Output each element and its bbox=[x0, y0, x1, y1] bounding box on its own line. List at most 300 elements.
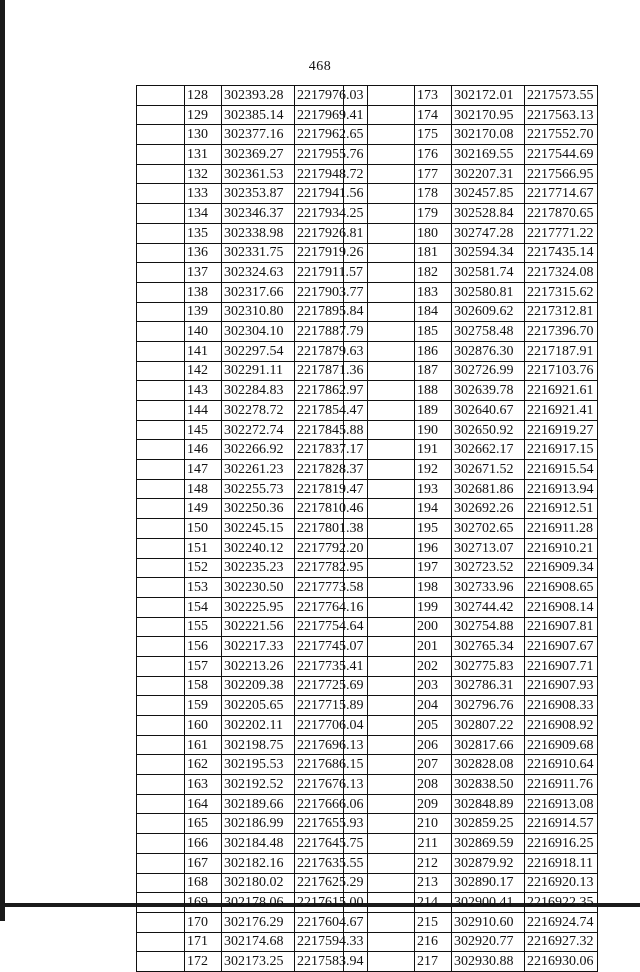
y-coordinate-cell: 2217976.03 bbox=[295, 86, 368, 106]
page-number: 468 bbox=[308, 59, 332, 74]
blank-cell bbox=[344, 775, 415, 795]
y-coordinate-cell: 2216910.21 bbox=[525, 538, 598, 558]
blank-cell bbox=[137, 952, 185, 972]
blank-cell bbox=[137, 125, 185, 145]
blank-cell bbox=[137, 341, 185, 361]
table-row bbox=[137, 164, 368, 184]
table-row bbox=[344, 479, 598, 499]
point-number-cell: 197 bbox=[415, 558, 452, 578]
y-coordinate-cell: 2217315.62 bbox=[525, 282, 598, 302]
x-coordinate-cell: 302594.34 bbox=[452, 243, 525, 263]
x-coordinate-cell: 302186.99 bbox=[222, 814, 295, 834]
point-number-cell: 189 bbox=[415, 401, 452, 421]
point-number-cell: 147 bbox=[185, 460, 222, 480]
table-row bbox=[344, 775, 598, 795]
table-row bbox=[344, 696, 598, 716]
point-number-cell: 128 bbox=[185, 86, 222, 106]
x-coordinate-cell: 302317.66 bbox=[222, 282, 295, 302]
point-number-cell: 134 bbox=[185, 204, 222, 224]
table-row bbox=[137, 538, 368, 558]
blank-cell bbox=[137, 538, 185, 558]
y-coordinate-cell: 2217895.84 bbox=[295, 302, 368, 322]
x-coordinate-cell: 302581.74 bbox=[452, 263, 525, 283]
y-coordinate-cell: 2217810.46 bbox=[295, 499, 368, 519]
table-row bbox=[344, 814, 598, 834]
table-row bbox=[344, 440, 598, 460]
x-coordinate-cell: 302920.77 bbox=[452, 932, 525, 952]
point-number-cell: 193 bbox=[415, 479, 452, 499]
y-coordinate-cell: 2217604.67 bbox=[295, 912, 368, 932]
table-row bbox=[344, 676, 598, 696]
x-coordinate-cell: 302747.28 bbox=[452, 223, 525, 243]
table-row bbox=[344, 361, 598, 381]
table-row bbox=[344, 755, 598, 775]
x-coordinate-cell: 302346.37 bbox=[222, 204, 295, 224]
point-number-cell: 158 bbox=[185, 676, 222, 696]
table-row bbox=[344, 912, 598, 932]
y-coordinate-cell: 2217854.47 bbox=[295, 401, 368, 421]
x-coordinate-cell: 302169.55 bbox=[452, 145, 525, 165]
blank-cell bbox=[344, 401, 415, 421]
table-row bbox=[137, 145, 368, 165]
y-coordinate-cell: 2217435.14 bbox=[525, 243, 598, 263]
y-coordinate-cell: 2217715.89 bbox=[295, 696, 368, 716]
point-number-cell: 131 bbox=[185, 145, 222, 165]
point-number-cell: 177 bbox=[415, 164, 452, 184]
blank-cell bbox=[344, 538, 415, 558]
x-coordinate-cell: 302758.48 bbox=[452, 322, 525, 342]
y-coordinate-cell: 2216922.35 bbox=[525, 893, 598, 913]
blank-cell bbox=[137, 420, 185, 440]
x-coordinate-cell: 302184.48 bbox=[222, 834, 295, 854]
y-coordinate-cell: 2216927.32 bbox=[525, 932, 598, 952]
y-coordinate-cell: 2217655.93 bbox=[295, 814, 368, 834]
blank-cell bbox=[137, 361, 185, 381]
y-coordinate-cell: 2216914.57 bbox=[525, 814, 598, 834]
x-coordinate-cell: 302207.31 bbox=[452, 164, 525, 184]
blank-cell bbox=[137, 282, 185, 302]
y-coordinate-cell: 2217573.55 bbox=[525, 86, 598, 106]
point-number-cell: 196 bbox=[415, 538, 452, 558]
table-row bbox=[344, 538, 598, 558]
table-row bbox=[137, 243, 368, 263]
x-coordinate-cell: 302726.99 bbox=[452, 361, 525, 381]
x-coordinate-cell: 302205.65 bbox=[222, 696, 295, 716]
blank-cell bbox=[137, 184, 185, 204]
point-number-cell: 139 bbox=[185, 302, 222, 322]
y-coordinate-cell: 2217714.67 bbox=[525, 184, 598, 204]
point-number-cell: 210 bbox=[415, 814, 452, 834]
y-coordinate-cell: 2217187.91 bbox=[525, 341, 598, 361]
blank-cell bbox=[344, 184, 415, 204]
table-row bbox=[137, 302, 368, 322]
x-coordinate-cell: 302385.14 bbox=[222, 105, 295, 125]
x-coordinate-cell: 302189.66 bbox=[222, 794, 295, 814]
point-number-cell: 149 bbox=[185, 499, 222, 519]
y-coordinate-cell: 2216910.64 bbox=[525, 755, 598, 775]
table-row bbox=[137, 932, 368, 952]
blank-cell bbox=[137, 558, 185, 578]
blank-cell bbox=[137, 716, 185, 736]
table-row bbox=[137, 794, 368, 814]
point-number-cell: 169 bbox=[185, 893, 222, 913]
table-row bbox=[137, 105, 368, 125]
table-row bbox=[137, 361, 368, 381]
point-number-cell: 141 bbox=[185, 341, 222, 361]
table-row bbox=[344, 420, 598, 440]
point-number-cell: 190 bbox=[415, 420, 452, 440]
x-coordinate-cell: 302304.10 bbox=[222, 322, 295, 342]
x-coordinate-cell: 302828.08 bbox=[452, 755, 525, 775]
point-number-cell: 154 bbox=[185, 597, 222, 617]
table-row bbox=[344, 617, 598, 637]
table-row bbox=[344, 893, 598, 913]
blank-cell bbox=[137, 617, 185, 637]
table-row bbox=[137, 479, 368, 499]
table-row bbox=[137, 401, 368, 421]
x-coordinate-cell: 302170.95 bbox=[452, 105, 525, 125]
blank-cell bbox=[344, 656, 415, 676]
table-row bbox=[137, 834, 368, 854]
x-coordinate-cell: 302209.38 bbox=[222, 676, 295, 696]
point-number-cell: 183 bbox=[415, 282, 452, 302]
table-row bbox=[137, 440, 368, 460]
point-number-cell: 208 bbox=[415, 775, 452, 795]
point-number-cell: 213 bbox=[415, 873, 452, 893]
y-coordinate-cell: 2216911.76 bbox=[525, 775, 598, 795]
x-coordinate-cell: 302284.83 bbox=[222, 381, 295, 401]
blank-cell bbox=[344, 460, 415, 480]
blank-cell bbox=[344, 204, 415, 224]
x-coordinate-cell: 302217.33 bbox=[222, 637, 295, 657]
point-number-cell: 217 bbox=[415, 952, 452, 972]
y-coordinate-cell: 2217862.97 bbox=[295, 381, 368, 401]
y-coordinate-cell: 2217676.13 bbox=[295, 775, 368, 795]
x-coordinate-cell: 302609.62 bbox=[452, 302, 525, 322]
y-coordinate-cell: 2217103.76 bbox=[525, 361, 598, 381]
y-coordinate-cell: 2217773.58 bbox=[295, 578, 368, 598]
point-number-cell: 150 bbox=[185, 519, 222, 539]
table-row bbox=[137, 696, 368, 716]
point-number-cell: 204 bbox=[415, 696, 452, 716]
y-coordinate-cell: 2217919.26 bbox=[295, 243, 368, 263]
point-number-cell: 174 bbox=[415, 105, 452, 125]
y-coordinate-cell: 2217969.41 bbox=[295, 105, 368, 125]
blank-cell bbox=[137, 676, 185, 696]
point-number-cell: 209 bbox=[415, 794, 452, 814]
blank-cell bbox=[137, 755, 185, 775]
x-coordinate-cell: 302393.28 bbox=[222, 86, 295, 106]
table-row bbox=[137, 656, 368, 676]
y-coordinate-cell: 2217903.77 bbox=[295, 282, 368, 302]
blank-cell bbox=[344, 164, 415, 184]
table-row bbox=[137, 322, 368, 342]
y-coordinate-cell: 2217566.95 bbox=[525, 164, 598, 184]
blank-cell bbox=[137, 322, 185, 342]
point-number-cell: 164 bbox=[185, 794, 222, 814]
x-coordinate-cell: 302796.76 bbox=[452, 696, 525, 716]
point-number-cell: 175 bbox=[415, 125, 452, 145]
x-coordinate-cell: 302198.75 bbox=[222, 735, 295, 755]
y-coordinate-cell: 2217871.36 bbox=[295, 361, 368, 381]
x-coordinate-cell: 302202.11 bbox=[222, 716, 295, 736]
blank-cell bbox=[137, 499, 185, 519]
table-row bbox=[344, 578, 598, 598]
y-coordinate-cell: 2217934.25 bbox=[295, 204, 368, 224]
table-row bbox=[137, 617, 368, 637]
blank-cell bbox=[137, 204, 185, 224]
point-number-cell: 130 bbox=[185, 125, 222, 145]
point-number-cell: 140 bbox=[185, 322, 222, 342]
point-number-cell: 153 bbox=[185, 578, 222, 598]
y-coordinate-cell: 2216907.93 bbox=[525, 676, 598, 696]
table-row bbox=[137, 519, 368, 539]
x-coordinate-cell: 302733.96 bbox=[452, 578, 525, 598]
x-coordinate-cell: 302266.92 bbox=[222, 440, 295, 460]
y-coordinate-cell: 2216921.41 bbox=[525, 401, 598, 421]
blank-cell bbox=[137, 440, 185, 460]
y-coordinate-cell: 2216908.65 bbox=[525, 578, 598, 598]
blank-cell bbox=[344, 932, 415, 952]
point-number-cell: 216 bbox=[415, 932, 452, 952]
blank-cell bbox=[344, 755, 415, 775]
blank-cell bbox=[344, 873, 415, 893]
blank-cell bbox=[344, 86, 415, 106]
blank-cell bbox=[137, 479, 185, 499]
blank-cell bbox=[344, 578, 415, 598]
point-number-cell: 166 bbox=[185, 834, 222, 854]
y-coordinate-cell: 2217911.57 bbox=[295, 263, 368, 283]
point-number-cell: 185 bbox=[415, 322, 452, 342]
x-coordinate-cell: 302324.63 bbox=[222, 263, 295, 283]
y-coordinate-cell: 2217828.37 bbox=[295, 460, 368, 480]
point-number-cell: 156 bbox=[185, 637, 222, 657]
point-number-cell: 206 bbox=[415, 735, 452, 755]
blank-cell bbox=[344, 361, 415, 381]
point-number-cell: 133 bbox=[185, 184, 222, 204]
coordinate-table-right bbox=[343, 85, 598, 972]
point-number-cell: 144 bbox=[185, 401, 222, 421]
point-number-cell: 176 bbox=[415, 145, 452, 165]
x-coordinate-cell: 302195.53 bbox=[222, 755, 295, 775]
y-coordinate-cell: 2217792.20 bbox=[295, 538, 368, 558]
point-number-cell: 161 bbox=[185, 735, 222, 755]
x-coordinate-cell: 302528.84 bbox=[452, 204, 525, 224]
x-coordinate-cell: 302173.25 bbox=[222, 952, 295, 972]
blank-cell bbox=[344, 125, 415, 145]
table-row bbox=[344, 460, 598, 480]
x-coordinate-cell: 302230.50 bbox=[222, 578, 295, 598]
x-coordinate-cell: 302377.16 bbox=[222, 125, 295, 145]
x-coordinate-cell: 302879.92 bbox=[452, 853, 525, 873]
point-number-cell: 142 bbox=[185, 361, 222, 381]
x-coordinate-cell: 302170.08 bbox=[452, 125, 525, 145]
point-number-cell: 171 bbox=[185, 932, 222, 952]
point-number-cell: 160 bbox=[185, 716, 222, 736]
x-coordinate-cell: 302671.52 bbox=[452, 460, 525, 480]
y-coordinate-cell: 2216908.92 bbox=[525, 716, 598, 736]
y-coordinate-cell: 2217625.29 bbox=[295, 873, 368, 893]
x-coordinate-cell: 302723.52 bbox=[452, 558, 525, 578]
y-coordinate-cell: 2217696.13 bbox=[295, 735, 368, 755]
y-coordinate-cell: 2217926.81 bbox=[295, 223, 368, 243]
table-row bbox=[344, 145, 598, 165]
x-coordinate-cell: 302182.16 bbox=[222, 853, 295, 873]
table-row bbox=[344, 952, 598, 972]
y-coordinate-cell: 2217782.95 bbox=[295, 558, 368, 578]
point-number-cell: 191 bbox=[415, 440, 452, 460]
scan-edge-left bbox=[0, 0, 5, 921]
y-coordinate-cell: 2217764.16 bbox=[295, 597, 368, 617]
blank-cell bbox=[344, 735, 415, 755]
x-coordinate-cell: 302297.54 bbox=[222, 341, 295, 361]
x-coordinate-cell: 302744.42 bbox=[452, 597, 525, 617]
blank-cell bbox=[344, 637, 415, 657]
y-coordinate-cell: 2217324.08 bbox=[525, 263, 598, 283]
blank-cell bbox=[344, 341, 415, 361]
y-coordinate-cell: 2216909.34 bbox=[525, 558, 598, 578]
point-number-cell: 145 bbox=[185, 420, 222, 440]
point-number-cell: 200 bbox=[415, 617, 452, 637]
table-row bbox=[344, 558, 598, 578]
table-row bbox=[137, 125, 368, 145]
table-row bbox=[344, 302, 598, 322]
x-coordinate-cell: 302178.06 bbox=[222, 893, 295, 913]
y-coordinate-cell: 2217870.65 bbox=[525, 204, 598, 224]
x-coordinate-cell: 302702.65 bbox=[452, 519, 525, 539]
y-coordinate-cell: 2217962.65 bbox=[295, 125, 368, 145]
x-coordinate-cell: 302890.17 bbox=[452, 873, 525, 893]
y-coordinate-cell: 2217725.69 bbox=[295, 676, 368, 696]
table-row bbox=[344, 499, 598, 519]
table-row bbox=[344, 204, 598, 224]
y-coordinate-cell: 2217801.38 bbox=[295, 519, 368, 539]
x-coordinate-cell: 302221.56 bbox=[222, 617, 295, 637]
x-coordinate-cell: 302765.34 bbox=[452, 637, 525, 657]
point-number-cell: 187 bbox=[415, 361, 452, 381]
table-row bbox=[344, 164, 598, 184]
point-number-cell: 182 bbox=[415, 263, 452, 283]
x-coordinate-cell: 302650.92 bbox=[452, 420, 525, 440]
table-row bbox=[137, 499, 368, 519]
x-coordinate-cell: 302291.11 bbox=[222, 361, 295, 381]
table-row bbox=[344, 184, 598, 204]
blank-cell bbox=[137, 145, 185, 165]
x-coordinate-cell: 302640.67 bbox=[452, 401, 525, 421]
table-row bbox=[137, 676, 368, 696]
table-row bbox=[137, 420, 368, 440]
blank-cell bbox=[344, 263, 415, 283]
x-coordinate-cell: 302681.86 bbox=[452, 479, 525, 499]
x-coordinate-cell: 302331.75 bbox=[222, 243, 295, 263]
blank-cell bbox=[344, 302, 415, 322]
x-coordinate-cell: 302225.95 bbox=[222, 597, 295, 617]
y-coordinate-cell: 2216913.94 bbox=[525, 479, 598, 499]
table-row bbox=[137, 952, 368, 972]
blank-cell bbox=[137, 164, 185, 184]
blank-cell bbox=[344, 420, 415, 440]
x-coordinate-cell: 302754.88 bbox=[452, 617, 525, 637]
blank-cell bbox=[344, 853, 415, 873]
x-coordinate-cell: 302876.30 bbox=[452, 341, 525, 361]
y-coordinate-cell: 2217544.69 bbox=[525, 145, 598, 165]
x-coordinate-cell: 302775.83 bbox=[452, 656, 525, 676]
table-row bbox=[344, 125, 598, 145]
y-coordinate-cell: 2216907.81 bbox=[525, 617, 598, 637]
x-coordinate-cell: 302369.27 bbox=[222, 145, 295, 165]
point-number-cell: 173 bbox=[415, 86, 452, 106]
y-coordinate-cell: 2217771.22 bbox=[525, 223, 598, 243]
blank-cell bbox=[344, 597, 415, 617]
point-number-cell: 202 bbox=[415, 656, 452, 676]
table-row bbox=[137, 184, 368, 204]
y-coordinate-cell: 2217735.41 bbox=[295, 656, 368, 676]
blank-cell bbox=[137, 401, 185, 421]
x-coordinate-cell: 302338.98 bbox=[222, 223, 295, 243]
point-number-cell: 178 bbox=[415, 184, 452, 204]
x-coordinate-cell: 302180.02 bbox=[222, 873, 295, 893]
blank-cell bbox=[344, 814, 415, 834]
point-number-cell: 167 bbox=[185, 853, 222, 873]
x-coordinate-cell: 302192.52 bbox=[222, 775, 295, 795]
x-coordinate-cell: 302176.29 bbox=[222, 912, 295, 932]
table-row bbox=[137, 735, 368, 755]
point-number-cell: 214 bbox=[415, 893, 452, 913]
table-row bbox=[137, 558, 368, 578]
blank-cell bbox=[344, 440, 415, 460]
x-coordinate-cell: 302786.31 bbox=[452, 676, 525, 696]
x-coordinate-cell: 302172.01 bbox=[452, 86, 525, 106]
table-row bbox=[344, 381, 598, 401]
table-row bbox=[137, 223, 368, 243]
x-coordinate-cell: 302272.74 bbox=[222, 420, 295, 440]
y-coordinate-cell: 2217955.76 bbox=[295, 145, 368, 165]
table-row bbox=[344, 243, 598, 263]
point-number-cell: 163 bbox=[185, 775, 222, 795]
blank-cell bbox=[137, 381, 185, 401]
x-coordinate-cell: 302361.53 bbox=[222, 164, 295, 184]
x-coordinate-cell: 302930.88 bbox=[452, 952, 525, 972]
y-coordinate-cell: 2217645.75 bbox=[295, 834, 368, 854]
point-number-cell: 181 bbox=[415, 243, 452, 263]
table-row bbox=[344, 519, 598, 539]
point-number-cell: 211 bbox=[415, 834, 452, 854]
y-coordinate-cell: 2217615.00 bbox=[295, 893, 368, 913]
table-row bbox=[344, 853, 598, 873]
point-number-cell: 215 bbox=[415, 912, 452, 932]
y-coordinate-cell: 2217706.04 bbox=[295, 716, 368, 736]
point-number-cell: 212 bbox=[415, 853, 452, 873]
blank-cell bbox=[137, 460, 185, 480]
y-coordinate-cell: 2216909.68 bbox=[525, 735, 598, 755]
table-row bbox=[137, 637, 368, 657]
x-coordinate-cell: 302848.89 bbox=[452, 794, 525, 814]
point-number-cell: 186 bbox=[415, 341, 452, 361]
blank-cell bbox=[137, 302, 185, 322]
y-coordinate-cell: 2216930.06 bbox=[525, 952, 598, 972]
table-row bbox=[344, 401, 598, 421]
table-row bbox=[137, 912, 368, 932]
y-coordinate-cell: 2216912.51 bbox=[525, 499, 598, 519]
y-coordinate-cell: 2216915.54 bbox=[525, 460, 598, 480]
point-number-cell: 136 bbox=[185, 243, 222, 263]
point-number-cell: 148 bbox=[185, 479, 222, 499]
y-coordinate-cell: 2217552.70 bbox=[525, 125, 598, 145]
blank-cell bbox=[344, 479, 415, 499]
point-number-cell: 151 bbox=[185, 538, 222, 558]
point-number-cell: 138 bbox=[185, 282, 222, 302]
blank-cell bbox=[137, 873, 185, 893]
